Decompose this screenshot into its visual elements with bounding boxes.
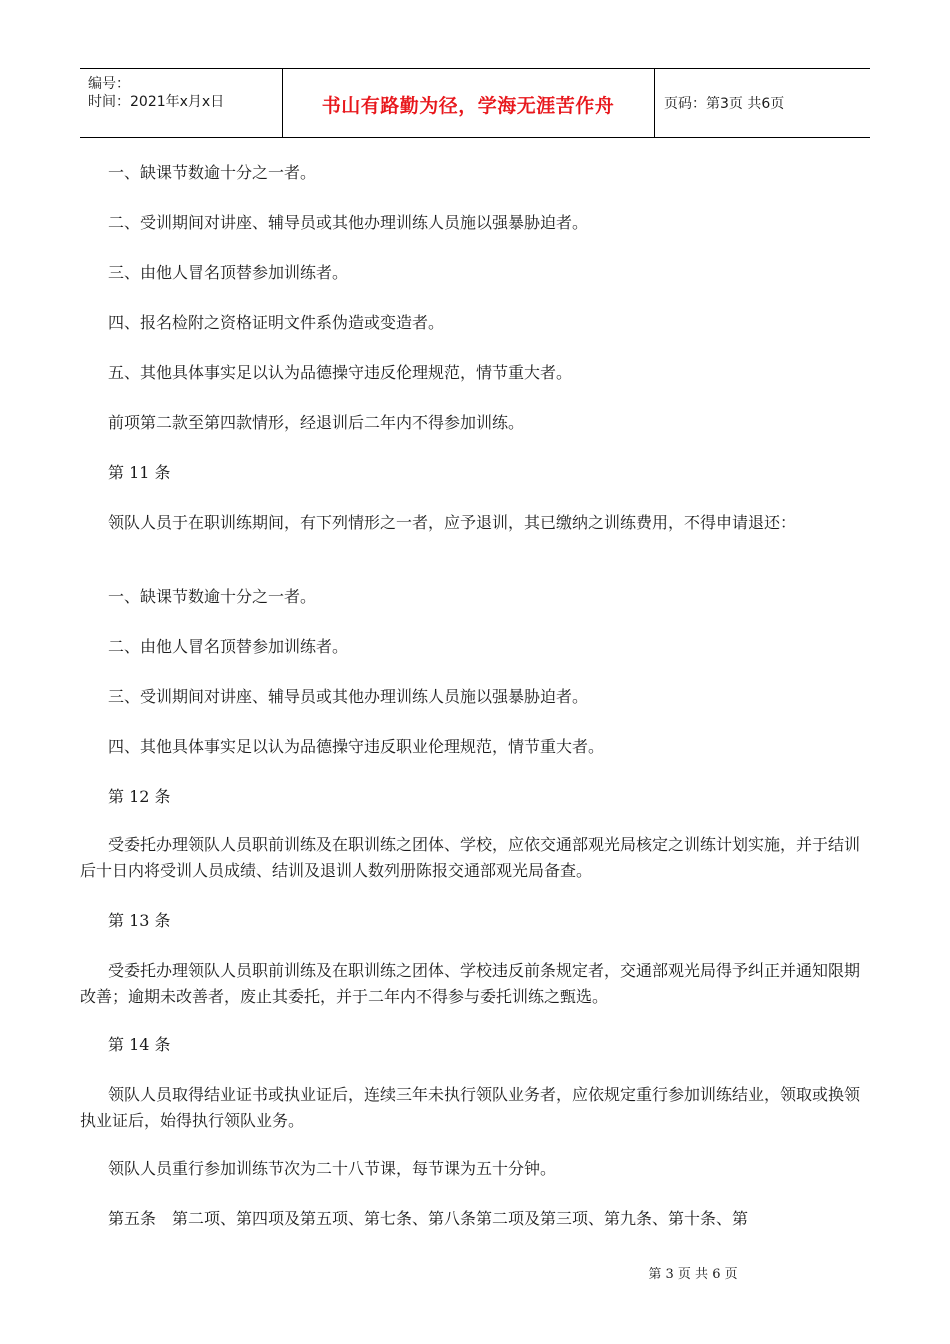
document-time-label: 时间：2021年x月x日 bbox=[88, 94, 225, 110]
document-number-label: 编号： bbox=[88, 76, 130, 92]
header-motto-cell bbox=[282, 69, 655, 137]
clause-5: 五、其他具体事实足以认为品德操守违反伦理规范，情节重大者。 bbox=[108, 363, 573, 382]
clause-3: 三、受训期间对讲座、辅导员或其他办理训练人员施以强暴胁迫者。 bbox=[108, 687, 589, 706]
clause-1: 一、缺课节数逾十分之一者。 bbox=[108, 163, 317, 182]
header-page-info: 页码：第3页 共6页 bbox=[664, 96, 785, 112]
header-meta-cell bbox=[80, 69, 283, 137]
paragraph-article-5-reference: 第五条 第二项、第四项及第五项、第七条、第八条第二项及第三项、第九条、第十条、第 bbox=[108, 1209, 749, 1228]
clause-2: 二、受训期间对讲座、辅导员或其他办理训练人员施以强暴胁迫者。 bbox=[108, 213, 589, 232]
article-12-body: 受委托办理领队人员职前训练及在职训练之团体、学校，应依交通部观光局核定之训练计划实施，并于结训后十日内将受训人员成绩、结训及退训人数列册陈报交通部观光局备查。 bbox=[80, 835, 861, 880]
header-page-cell bbox=[654, 69, 870, 137]
article-heading-14: 第 14 条 bbox=[108, 1035, 171, 1054]
clause-3: 三、由他人冒名顶替参加训练者。 bbox=[108, 263, 349, 282]
clause-1: 一、缺课节数逾十分之一者。 bbox=[108, 587, 317, 606]
clause-2: 二、由他人冒名顶替参加训练者。 bbox=[108, 637, 349, 656]
page-footer bbox=[0, 1263, 950, 1282]
paragraph-retraining-hours: 领队人员重行参加训练节次为二十八节课，每节课为五十分钟。 bbox=[108, 1159, 557, 1178]
article-heading-12: 第 12 条 bbox=[108, 787, 171, 806]
footer-page-number: 第 3 页 共 6 页 bbox=[648, 1267, 738, 1282]
article-heading-11: 第 11 条 bbox=[108, 463, 171, 482]
clause-4: 四、其他具体事实足以认为品德操守违反职业伦理规范，情节重大者。 bbox=[108, 737, 605, 756]
paragraph-restriction: 前项第二款至第四款情形，经退训后二年内不得参加训练。 bbox=[108, 413, 525, 432]
header-motto: 书山有路勤为径，学海无涯苦作舟 bbox=[321, 95, 615, 117]
article-heading-13: 第 13 条 bbox=[108, 911, 171, 930]
document-header bbox=[80, 68, 870, 138]
clause-4: 四、报名检附之资格证明文件系伪造或变造者。 bbox=[108, 313, 445, 332]
article-11-body: 领队人员于在职训练期间，有下列情形之一者，应予退训，其已缴纳之训练费用，不得申请退还： bbox=[108, 513, 797, 532]
article-14-body: 领队人员取得结业证书或执业证后，连续三年未执行领队业务者，应依规定重行参加训练结业，领取或换领执业证后，始得执行领队业务。 bbox=[80, 1085, 861, 1130]
article-13-body: 受委托办理领队人员职前训练及在职训练之团体、学校违反前条规定者，交通部观光局得予纠正并通知限期改善；逾期未改善者，废止其委托，并于二年内不得参与委托训练之甄选。 bbox=[80, 961, 861, 1006]
